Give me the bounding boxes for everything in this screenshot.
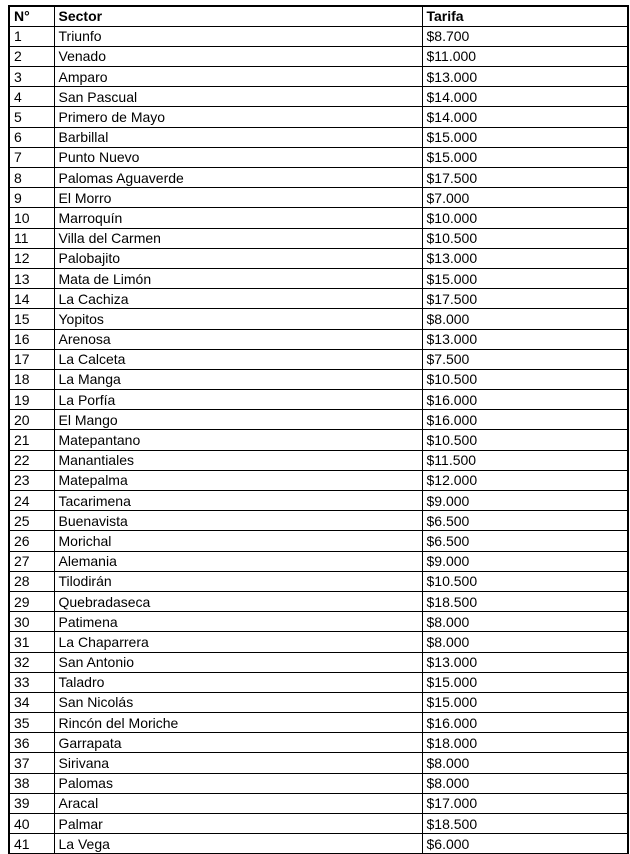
row-number-cell: 39 [9, 793, 54, 813]
tarifa-cell: $8.700 [422, 26, 628, 46]
tarifa-cell: $13.000 [422, 329, 628, 349]
table-row [9, 793, 628, 813]
sector-cell: Buenavista [54, 511, 422, 531]
row-number-cell: 20 [9, 410, 54, 430]
row-number-cell: 10 [9, 208, 54, 228]
row-number-cell: 30 [9, 612, 54, 632]
table-row [9, 692, 628, 712]
sector-cell: Triunfo [54, 26, 422, 46]
row-number-cell: 35 [9, 713, 54, 733]
sector-cell: Palomas [54, 773, 422, 793]
row-number-cell: 32 [9, 652, 54, 672]
row-number-cell: 18 [9, 369, 54, 389]
tarifa-cell: $6.000 [422, 834, 628, 854]
sector-cell: La Chaparrera [54, 632, 422, 652]
table-row [9, 733, 628, 753]
tarifa-cell: $10.000 [422, 208, 628, 228]
row-number-cell: 6 [9, 127, 54, 147]
row-number-cell: 40 [9, 814, 54, 834]
sector-cell: Palmar [54, 814, 422, 834]
sector-cell: Palobajito [54, 248, 422, 268]
table-row [9, 591, 628, 611]
sector-cell: Arenosa [54, 329, 422, 349]
row-number-cell: 2 [9, 46, 54, 66]
row-number-cell: 14 [9, 289, 54, 309]
sector-cell: Mata de Limón [54, 268, 422, 288]
sector-cell: Punto Nuevo [54, 147, 422, 167]
table-row [9, 672, 628, 692]
table-row [9, 107, 628, 127]
table-row [9, 834, 628, 854]
table-header-row [9, 6, 628, 26]
tarifa-cell: $10.500 [422, 430, 628, 450]
tarifa-cell: $10.500 [422, 369, 628, 389]
tarifa-cell: $13.000 [422, 652, 628, 672]
row-number-cell: 24 [9, 491, 54, 511]
row-number-cell: 29 [9, 591, 54, 611]
table-row [9, 814, 628, 834]
sector-cell: Tacarimena [54, 491, 422, 511]
row-number-cell: 19 [9, 390, 54, 410]
table-row [9, 713, 628, 733]
sector-cell: Aracal [54, 793, 422, 813]
row-number-cell: 26 [9, 531, 54, 551]
sector-cell: Villa del Carmen [54, 228, 422, 248]
table-row [9, 652, 628, 672]
table-row [9, 773, 628, 793]
table-row [9, 410, 628, 430]
tarifa-cell: $18.500 [422, 591, 628, 611]
table-row [9, 268, 628, 288]
table-row [9, 67, 628, 87]
table-row [9, 753, 628, 773]
sector-cell: Matepalma [54, 470, 422, 490]
tarifa-cell: $16.000 [422, 713, 628, 733]
table-row [9, 188, 628, 208]
table-row [9, 390, 628, 410]
row-number-cell: 17 [9, 349, 54, 369]
sector-cell: San Nicolás [54, 692, 422, 712]
row-number-cell: 33 [9, 672, 54, 692]
tarifa-cell: $15.000 [422, 127, 628, 147]
sector-cell: Venado [54, 46, 422, 66]
tarifa-cell: $14.000 [422, 87, 628, 107]
row-number-cell: 15 [9, 309, 54, 329]
tarifa-cell: $9.000 [422, 491, 628, 511]
row-number-cell: 11 [9, 228, 54, 248]
sector-cell: Primero de Mayo [54, 107, 422, 127]
sector-cell: Barbillal [54, 127, 422, 147]
sector-cell: La Porfía [54, 390, 422, 410]
tarifa-cell: $13.000 [422, 67, 628, 87]
table-row [9, 450, 628, 470]
sector-cell: La Calceta [54, 349, 422, 369]
tarifa-cell: $15.000 [422, 147, 628, 167]
tariff-table [8, 5, 629, 854]
tarifa-cell: $6.500 [422, 511, 628, 531]
table-row [9, 147, 628, 167]
tarifa-cell: $8.000 [422, 753, 628, 773]
sector-cell: San Pascual [54, 87, 422, 107]
sector-cell: Quebradaseca [54, 591, 422, 611]
row-number-cell: 36 [9, 733, 54, 753]
table-row [9, 551, 628, 571]
sector-cell: Manantiales [54, 450, 422, 470]
table-row [9, 632, 628, 652]
tarifa-cell: $10.500 [422, 228, 628, 248]
row-number-cell: 21 [9, 430, 54, 450]
table-row [9, 329, 628, 349]
row-number-cell: 3 [9, 67, 54, 87]
tarifa-cell: $8.000 [422, 632, 628, 652]
tarifa-cell: $6.500 [422, 531, 628, 551]
table-row [9, 571, 628, 591]
sector-cell: La Vega [54, 834, 422, 854]
sector-cell: Amparo [54, 67, 422, 87]
tarifa-cell: $8.000 [422, 612, 628, 632]
table-row [9, 26, 628, 46]
tarifa-cell: $16.000 [422, 390, 628, 410]
tarifa-cell: $18.000 [422, 733, 628, 753]
table-row [9, 248, 628, 268]
row-number-cell: 13 [9, 268, 54, 288]
sector-cell: El Mango [54, 410, 422, 430]
sector-cell: San Antonio [54, 652, 422, 672]
sector-cell: Sirivana [54, 753, 422, 773]
tarifa-cell: $18.500 [422, 814, 628, 834]
row-number-cell: 28 [9, 571, 54, 591]
sector-cell: La Cachiza [54, 289, 422, 309]
row-number-cell: 12 [9, 248, 54, 268]
tarifa-cell: $9.000 [422, 551, 628, 571]
table-row [9, 208, 628, 228]
tarifa-cell: $16.000 [422, 410, 628, 430]
table-row [9, 87, 628, 107]
tarifa-cell: $11.000 [422, 46, 628, 66]
row-number-cell: 16 [9, 329, 54, 349]
sector-cell: Morichal [54, 531, 422, 551]
sector-cell: Patimena [54, 612, 422, 632]
row-number-cell: 38 [9, 773, 54, 793]
tarifa-cell: $17.000 [422, 793, 628, 813]
sector-cell: Garrapata [54, 733, 422, 753]
row-number-cell: 41 [9, 834, 54, 854]
row-number-cell: 9 [9, 188, 54, 208]
sector-cell: Yopitos [54, 309, 422, 329]
row-number-cell: 1 [9, 26, 54, 46]
tarifa-cell: $14.000 [422, 107, 628, 127]
tarifa-cell: $7.000 [422, 188, 628, 208]
tarifa-cell: $12.000 [422, 470, 628, 490]
table-row [9, 309, 628, 329]
row-number-cell: 37 [9, 753, 54, 773]
sector-cell: El Morro [54, 188, 422, 208]
row-number-cell: 4 [9, 87, 54, 107]
row-number-cell: 31 [9, 632, 54, 652]
sector-cell: Palomas Aguaverde [54, 168, 422, 188]
row-number-cell: 5 [9, 107, 54, 127]
row-number-cell: 34 [9, 692, 54, 712]
tarifa-cell: $8.000 [422, 773, 628, 793]
tarifa-cell: $11.500 [422, 450, 628, 470]
row-number-cell: 25 [9, 511, 54, 531]
table-row [9, 168, 628, 188]
column-header-tarifa: Tarifa [422, 6, 628, 26]
table-row [9, 46, 628, 66]
tarifa-cell: $13.000 [422, 248, 628, 268]
table-row [9, 491, 628, 511]
sector-cell: La Manga [54, 369, 422, 389]
table-row [9, 349, 628, 369]
tarifa-cell: $17.500 [422, 289, 628, 309]
table-row [9, 289, 628, 309]
table-row [9, 612, 628, 632]
tarifa-cell: $15.000 [422, 268, 628, 288]
table-row [9, 430, 628, 450]
tarifa-cell: $15.000 [422, 672, 628, 692]
table-row [9, 228, 628, 248]
tarifa-cell: $10.500 [422, 571, 628, 591]
row-number-cell: 8 [9, 168, 54, 188]
sector-cell: Rincón del Moriche [54, 713, 422, 733]
table-row [9, 470, 628, 490]
sector-cell: Matepantano [54, 430, 422, 450]
sector-cell: Tilodirán [54, 571, 422, 591]
sector-cell: Marroquín [54, 208, 422, 228]
tarifa-cell: $8.000 [422, 309, 628, 329]
table-row [9, 531, 628, 551]
column-header-sector: Sector [54, 6, 422, 26]
sector-cell: Alemania [54, 551, 422, 571]
row-number-cell: 22 [9, 450, 54, 470]
table-row [9, 127, 628, 147]
row-number-cell: 23 [9, 470, 54, 490]
table-row [9, 511, 628, 531]
tarifa-cell: $7.500 [422, 349, 628, 369]
tarifa-cell: $17.500 [422, 168, 628, 188]
row-number-cell: 27 [9, 551, 54, 571]
tarifa-cell: $15.000 [422, 692, 628, 712]
column-header-numero: N° [9, 6, 54, 26]
table-row [9, 369, 628, 389]
sector-cell: Taladro [54, 672, 422, 692]
row-number-cell: 7 [9, 147, 54, 167]
